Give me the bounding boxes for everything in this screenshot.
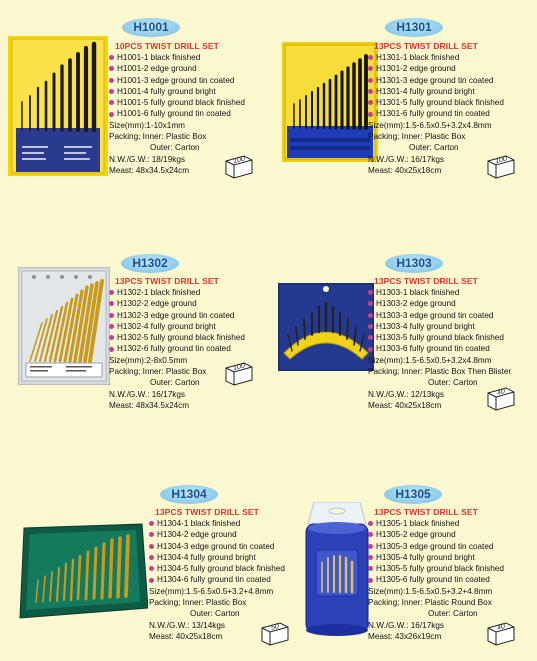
bullet-icon	[109, 347, 114, 352]
bullet-icon	[368, 521, 373, 526]
bullet-icon	[368, 112, 373, 117]
variant-item: H1001-4 fully ground bright	[109, 86, 245, 97]
variant-item: H1302-5 fully ground black finished	[109, 332, 245, 343]
variant-item: H1001-3 edge ground tin coated	[109, 75, 245, 86]
packing-inner: Packing; Inner: Plastic Round Box	[368, 598, 492, 608]
product-image	[18, 267, 110, 385]
product-code-badge: H1304	[160, 485, 218, 504]
product-title: 13PCS TWIST DRILL SET	[374, 507, 478, 517]
bullet-icon	[109, 313, 114, 318]
variant-item: H1305-4 fully ground bright	[368, 552, 504, 563]
bullet-icon	[149, 566, 154, 571]
variant-item: H1001-1 black finished	[109, 52, 245, 63]
variant-item: H1303-2 edge ground	[368, 298, 511, 309]
variant-item: H1301-6 fully ground tin coated	[368, 108, 504, 119]
bullet-icon	[109, 55, 114, 60]
bullet-icon	[368, 335, 373, 340]
variant-item: H1302-1 black finished	[109, 287, 245, 298]
bullet-icon	[368, 100, 373, 105]
bullet-icon	[109, 78, 114, 83]
variant-item: H1001-6 fully ground tin coated	[109, 108, 245, 119]
bullet-icon	[368, 78, 373, 83]
packing-inner: Packing; Inner: Plastic Box	[149, 598, 247, 608]
weight: N.W./G.W.: 16/17kgs	[368, 154, 444, 164]
variant-item: H1304-3 edge ground tin coated	[149, 541, 285, 552]
packing-outer: Outer: Carton	[409, 143, 459, 153]
variant-item: H1302-6 fully ground tin coated	[109, 343, 245, 354]
variant-item: H1303-3 edge ground tin coated	[368, 310, 511, 321]
product-code-badge: H1303	[385, 254, 443, 273]
bullet-icon	[368, 347, 373, 352]
product-title: 13PCS TWIST DRILL SET	[155, 507, 259, 517]
variant-item: H1301-2 edge ground	[368, 63, 504, 74]
carton-box-icon	[484, 153, 518, 179]
bullet-icon	[109, 335, 114, 340]
bullet-icon	[149, 544, 154, 549]
product-code-badge: H1305	[384, 485, 442, 504]
bullet-icon	[368, 301, 373, 306]
bullet-icon	[149, 521, 154, 526]
bullet-icon	[368, 578, 373, 583]
size-spec: Size(mm):2-8x0.5mm	[109, 355, 188, 365]
variant-item: H1303-4 fully ground bright	[368, 321, 511, 332]
bullet-icon	[368, 55, 373, 60]
variant-item: H1301-4 fully ground bright	[368, 86, 504, 97]
variant-item: H1305-2 edge ground	[368, 529, 504, 540]
product-image	[278, 283, 374, 371]
packing-inner: Packing; Inner: Plastic Box	[109, 132, 207, 142]
weight: N.W./G.W.: 16/17kgs	[368, 620, 444, 630]
product-code-badge: H1001	[122, 18, 180, 37]
carton-quantity: 50	[271, 623, 279, 632]
variant-item: H1302-3 edge ground tin coated	[109, 310, 245, 321]
measurement: Meast: 40x25x18cm	[368, 165, 442, 175]
bullet-icon	[109, 89, 114, 94]
size-spec: Size(mm):1-10x1mm	[109, 120, 185, 130]
product-code-badge: H1302	[121, 254, 179, 273]
weight: N.W./G.W.: 18/19kgs	[109, 154, 185, 164]
variant-item: H1305-1 black finished	[368, 518, 504, 529]
variant-item: H1301-1 black finished	[368, 52, 504, 63]
bullet-icon	[368, 555, 373, 560]
variant-item: H1302-4 fully ground bright	[109, 321, 245, 332]
carton-box-icon	[222, 360, 256, 386]
carton-box-icon	[258, 620, 292, 646]
variant-item: H1304-6 fully ground tin coated	[149, 574, 285, 585]
bullet-icon	[149, 578, 154, 583]
carton-box-icon	[484, 620, 518, 646]
variant-item: H1303-5 fully ground black finished	[368, 332, 511, 343]
product-title: 13PCS TWIST DRILL SET	[374, 276, 478, 286]
bullet-icon	[109, 324, 114, 329]
measurement: Meast: 48x34.5x24cm	[109, 400, 190, 410]
packing-outer: Outer: Carton	[428, 378, 478, 388]
bullet-icon	[109, 301, 114, 306]
packing-inner: Packing; Inner: Plastic Box Then Blister	[368, 367, 512, 377]
weight: N.W./G.W.: 16/17kgs	[109, 389, 185, 399]
product-image	[282, 42, 378, 162]
variant-item: H1301-5 fully ground black finished	[368, 97, 504, 108]
carton-quantity: 40	[497, 388, 505, 397]
bullet-icon	[109, 112, 114, 117]
variant-item: H1304-1 black finished	[149, 518, 285, 529]
bullet-icon	[109, 290, 114, 295]
carton-quantity: 40	[497, 623, 505, 632]
measurement: Meast: 48x34.5x24cm	[109, 165, 190, 175]
measurement: Meast: 40x25x18cm	[149, 631, 223, 641]
packing-inner: Packing; Inner: Plastic Box	[368, 132, 466, 142]
bullet-icon	[368, 532, 373, 537]
product-image	[302, 502, 372, 638]
packing-outer: Outer: Carton	[150, 378, 200, 388]
product-image	[14, 522, 148, 620]
variant-item: H1001-2 edge ground	[109, 63, 245, 74]
product-title: 13PCS TWIST DRILL SET	[374, 41, 478, 51]
variant-item: H1303-1 black finished	[368, 287, 511, 298]
product-image	[8, 36, 108, 176]
bullet-icon	[368, 566, 373, 571]
bullet-icon	[368, 66, 373, 71]
variant-item: H1302-2 edge ground	[109, 298, 245, 309]
size-spec: Size(mm):1.5-6.5x0.5+3.2x4.8mm	[368, 355, 492, 365]
product-title: 13PCS TWIST DRILL SET	[115, 276, 219, 286]
size-spec: Size(mm):1.5-6.5x0.5+3.2+4.8mm	[368, 586, 493, 596]
bullet-icon	[368, 89, 373, 94]
carton-quantity: 100	[495, 155, 507, 166]
variant-item: H1305-5 fully ground black finished	[368, 563, 504, 574]
size-spec: Size(mm):1.5-6.5x0.5+3.2x4.8mm	[368, 120, 492, 130]
measurement: Meast: 43x26x19cm	[368, 631, 442, 641]
product-title: 10PCS TWIST DRILL SET	[115, 41, 219, 51]
variant-item: H1305-3 edge ground tin coated	[368, 541, 504, 552]
bullet-icon	[109, 66, 114, 71]
bullet-icon	[368, 324, 373, 329]
variant-item: H1303-6 fully ground tin coated	[368, 343, 511, 354]
size-spec: Size(mm):1.5-6.5x0.5+3.2+4.8mm	[149, 586, 274, 596]
packing-outer: Outer: Carton	[190, 609, 240, 619]
bullet-icon	[368, 290, 373, 295]
carton-box-icon	[222, 153, 256, 179]
product-code-badge: H1301	[385, 18, 443, 37]
packing-outer: Outer: Carton	[150, 143, 200, 153]
variant-item: H1304-4 fully ground bright	[149, 552, 285, 563]
packing-inner: Packing; Inner: Plastic Box	[109, 367, 207, 377]
variant-item: H1301-3 edge ground tin coated	[368, 75, 504, 86]
measurement: Meast: 40x25x18cm	[368, 400, 442, 410]
bullet-icon	[368, 544, 373, 549]
bullet-icon	[149, 532, 154, 537]
bullet-icon	[149, 555, 154, 560]
packing-outer: Outer: Carton	[428, 609, 478, 619]
weight: N.W./G.W.: 13/14kgs	[149, 620, 225, 630]
variant-item: H1304-5 fully ground black finished	[149, 563, 285, 574]
bullet-icon	[368, 313, 373, 318]
product-info	[109, 287, 245, 411]
carton-quantity: 100	[233, 155, 245, 166]
variant-item: H1304-2 edge ground	[149, 529, 285, 540]
variant-item: H1001-5 fully ground black finished	[109, 97, 245, 108]
variant-item: H1305-6 fully ground tin coated	[368, 574, 504, 585]
carton-quantity: 100	[233, 362, 245, 373]
bullet-icon	[109, 100, 114, 105]
carton-box-icon	[484, 385, 518, 411]
weight: N.W./G.W.: 12/13kgs	[368, 389, 444, 399]
